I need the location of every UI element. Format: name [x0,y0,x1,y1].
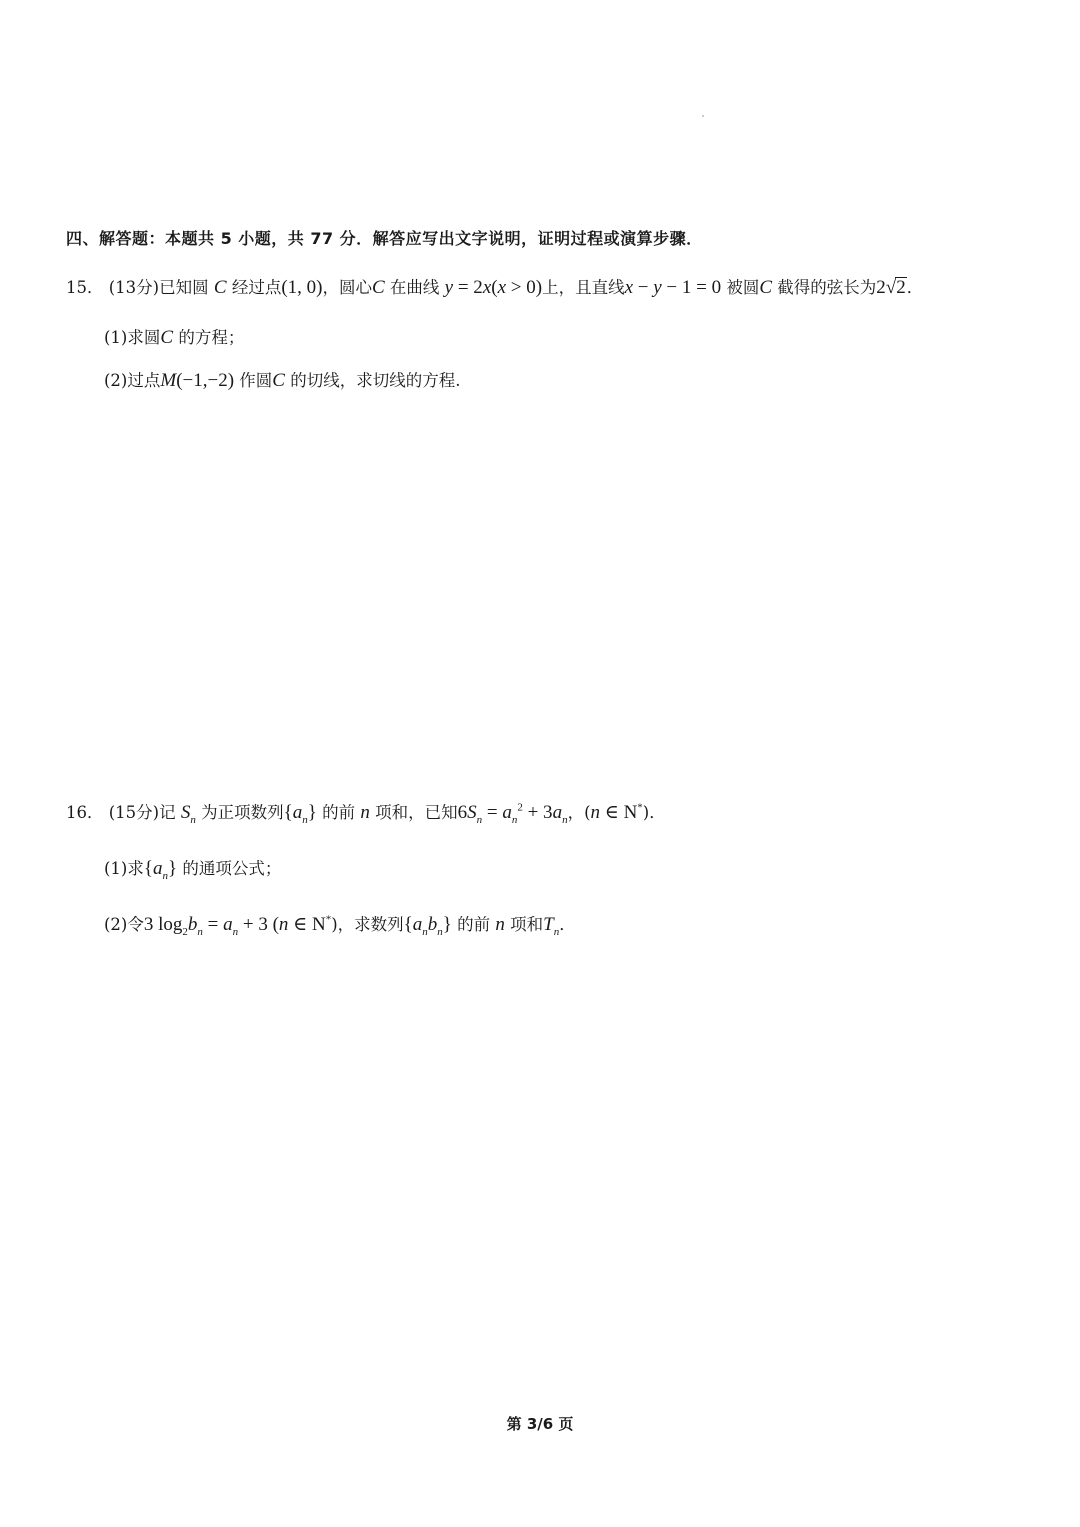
math-curve: y = 2x(x > 0) [444,277,543,298]
question-16-part-1: (1)求$\{a_n\}$ 的通项公式； [104,858,282,882]
page-number: 第 3/6 页 [506,1415,574,1433]
question-16-part-2: (2)令3 $\log_2b_n = a_n + 3$ (n ∈ N*)，求数列$\{a_nb_n\}$ 的前 n 项和$T_n$． [104,913,576,938]
math-line: x − y − 1 = 0 [624,277,722,298]
section-header: 四、解答题：本题共 5 小题，共 77 分．解答应写出文字说明，证明过程或演算步骤． [66,229,703,248]
math-point: (1, 0) [281,277,323,298]
question-number: 15． [66,278,104,297]
question-score: (13分) [108,278,160,297]
math-log-equation: 3 $\log_2b_n = a_n + 3$ (n ∈ N* [143,913,332,938]
scan-speck [702,115,704,117]
question-15-part-2: (2)过点M(−1,−2) 作圆C 的切线，求切线的方程. [104,370,461,391]
question-15-stem: 15． (13分)已知圆 C 经过点(1, 0)，圆心C 在曲线 y = 2x(x > 0)上，且直线x − y − 1 = 0 被圆C 截得的弦长为2√2． [66,277,924,298]
question-15-part-1: (1)求圆C 的方程； [104,327,245,348]
math-recurrence: $6S_n = a_n^2 + 3a_n$ [457,801,568,826]
question-score: (15分) [108,803,160,822]
question-16-stem: 16． (15分)记 $S_n$ 为正项数列$\{a_n\}$ 的前 n 项和，已知$6S_n = a_n^2 + 3a_n$，(n ∈ N*)． [66,801,666,826]
question-number: 16． [66,803,104,822]
math-var: C [213,277,227,298]
math-chord-length: 2√2 [876,277,906,298]
math-point-m: M(−1,−2) [160,370,235,391]
